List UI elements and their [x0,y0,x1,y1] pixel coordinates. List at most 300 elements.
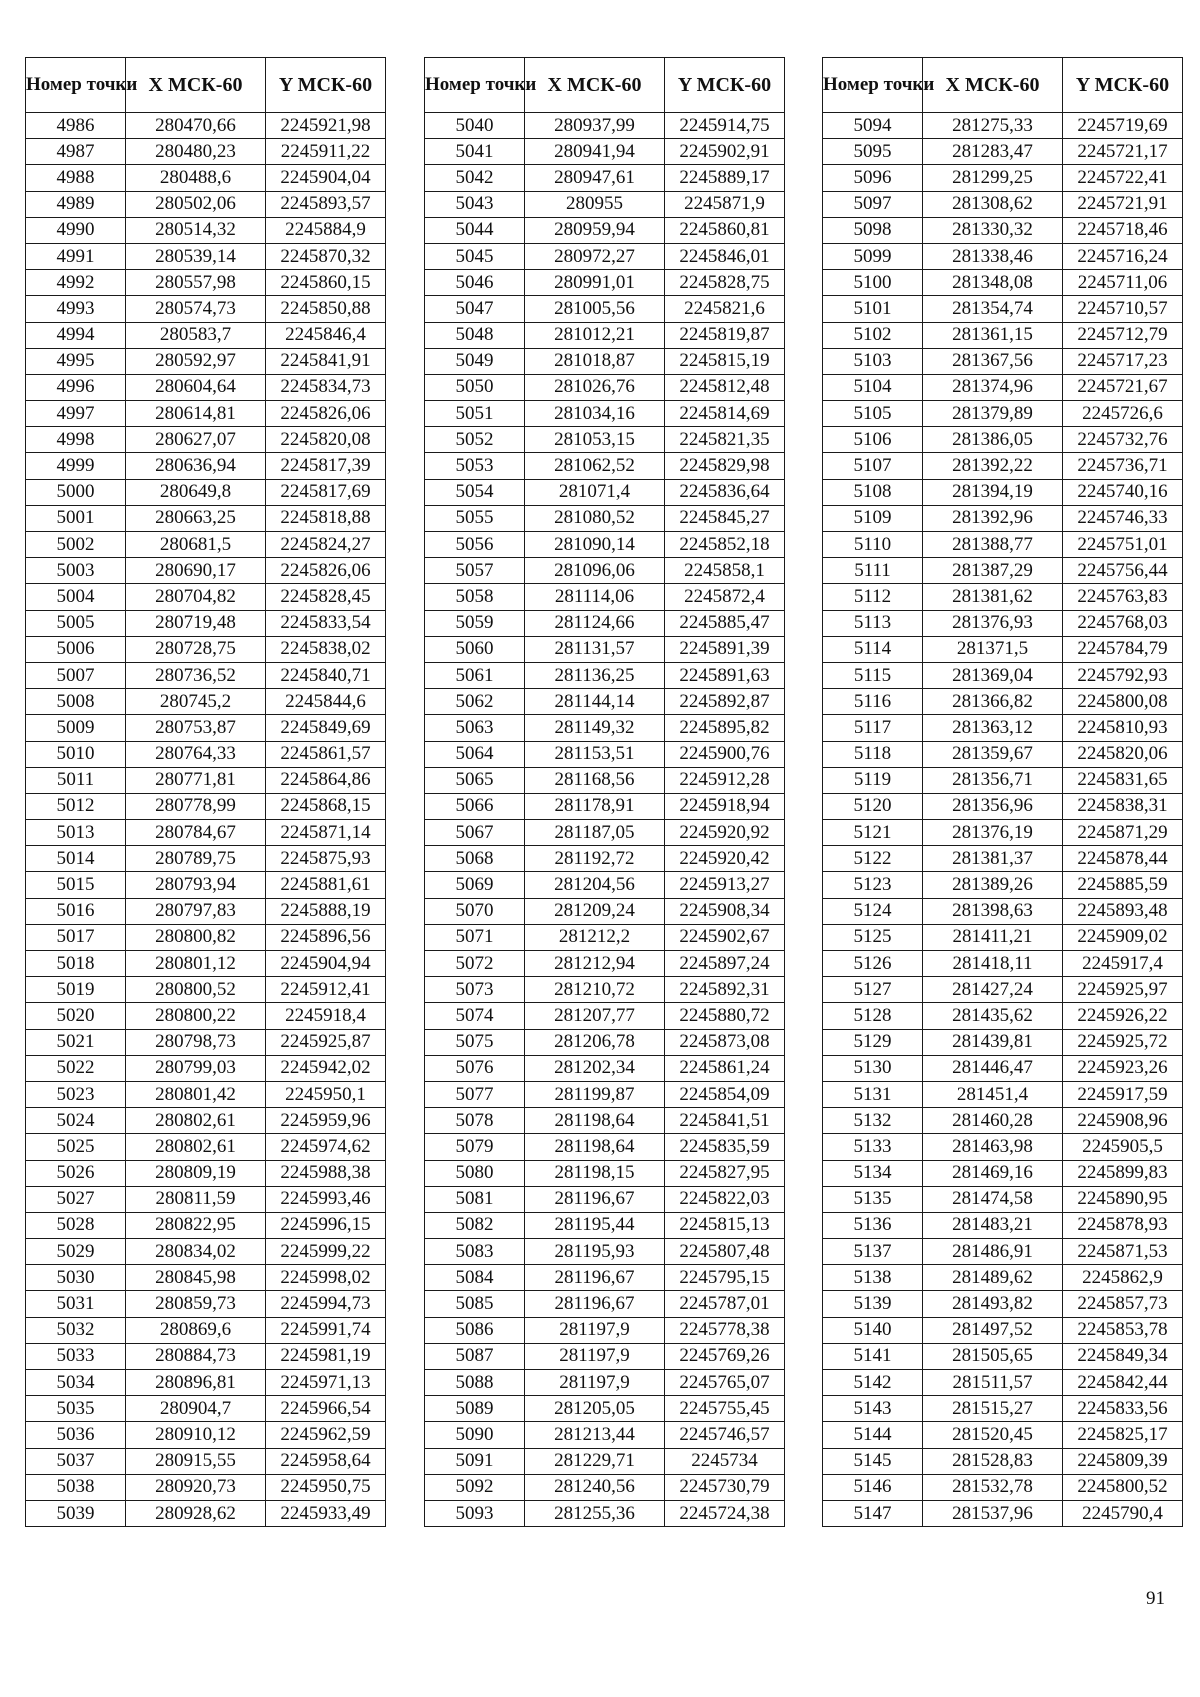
table-row [823,270,1183,296]
table-row [425,636,785,662]
y-coordinate-cell: 2245899,83 [1063,1160,1183,1186]
table-row [26,1474,386,1500]
y-coordinate-cell: 2245721,91 [1063,191,1183,217]
point-number-cell: 4994 [26,322,126,348]
y-coordinate-cell: 2245897,24 [665,951,785,977]
y-coordinate-cell: 2245717,23 [1063,348,1183,374]
y-coordinate-cell: 2245908,96 [1063,1108,1183,1134]
table-row [26,1422,386,1448]
y-coordinate-cell: 2245885,47 [665,610,785,636]
point-number-cell: 5026 [26,1160,126,1186]
point-number-cell: 5125 [823,924,923,950]
point-number-cell: 5043 [425,191,525,217]
point-number-cell: 5103 [823,348,923,374]
point-number-cell: 5050 [425,374,525,400]
y-coordinate-cell: 2245864,86 [266,767,386,793]
point-number-cell: 4998 [26,427,126,453]
point-number-cell: 5127 [823,977,923,1003]
table-row [425,1422,785,1448]
x-coordinate-cell: 280604,64 [126,374,266,400]
table-row [26,872,386,898]
y-coordinate-cell: 2245892,31 [665,977,785,1003]
x-coordinate-cell: 281361,15 [923,322,1063,348]
y-coordinate-cell: 2245710,57 [1063,296,1183,322]
x-coordinate-cell: 281026,76 [525,374,665,400]
x-coordinate-cell: 281418,11 [923,951,1063,977]
x-coordinate-cell: 280778,99 [126,793,266,819]
y-coordinate-cell: 2245821,35 [665,427,785,453]
y-coordinate-cell: 2245885,59 [1063,872,1183,898]
x-coordinate-cell: 280801,42 [126,1081,266,1107]
x-coordinate-cell: 280915,55 [126,1448,266,1474]
y-coordinate-cell: 2245844,6 [266,689,386,715]
x-coordinate-cell: 281283,47 [923,139,1063,165]
y-coordinate-cell: 2245721,17 [1063,139,1183,165]
coordinates-table-1 [25,57,386,1527]
table-row [823,1396,1183,1422]
y-coordinate-cell: 2245878,44 [1063,846,1183,872]
point-number-cell: 5009 [26,715,126,741]
x-coordinate-cell: 281520,45 [923,1422,1063,1448]
x-coordinate-cell: 280972,27 [525,243,665,269]
y-coordinate-cell: 2245846,4 [266,322,386,348]
x-coordinate-cell: 281198,64 [525,1134,665,1160]
x-coordinate-cell: 281367,56 [923,348,1063,374]
table-row [823,453,1183,479]
point-number-cell: 4988 [26,165,126,191]
table-row [425,1212,785,1238]
x-coordinate-cell: 281398,63 [923,898,1063,924]
x-coordinate-cell: 281381,37 [923,846,1063,872]
x-coordinate-cell: 280736,52 [126,662,266,688]
point-number-cell: 4989 [26,191,126,217]
x-coordinate-cell: 280636,94 [126,453,266,479]
x-coordinate-cell: 280991,01 [525,270,665,296]
point-number-cell: 5012 [26,793,126,819]
header-y: Y МСК-60 [665,58,785,113]
header-point-number: Номер точки [425,58,525,113]
x-coordinate-cell: 281144,14 [525,689,665,715]
y-coordinate-cell: 2245751,01 [1063,532,1183,558]
table-row [26,217,386,243]
y-coordinate-cell: 2245933,49 [266,1500,386,1526]
x-coordinate-cell: 280859,73 [126,1291,266,1317]
y-coordinate-cell: 2245959,96 [266,1108,386,1134]
x-coordinate-cell: 281505,65 [923,1343,1063,1369]
x-coordinate-cell: 281411,21 [923,924,1063,950]
point-number-cell: 5097 [823,191,923,217]
point-number-cell: 5018 [26,951,126,977]
y-coordinate-cell: 2245852,18 [665,532,785,558]
table-row [823,401,1183,427]
point-number-cell: 5082 [425,1212,525,1238]
point-number-cell: 5124 [823,898,923,924]
y-coordinate-cell: 2245740,16 [1063,479,1183,505]
y-coordinate-cell: 2245833,54 [266,610,386,636]
table-row [425,505,785,531]
x-coordinate-cell: 281359,67 [923,741,1063,767]
y-coordinate-cell: 2245829,98 [665,453,785,479]
point-number-cell: 5084 [425,1265,525,1291]
table-row [26,1265,386,1291]
y-coordinate-cell: 2245736,71 [1063,453,1183,479]
point-number-cell: 5008 [26,689,126,715]
table-row [425,1003,785,1029]
x-coordinate-cell: 281275,33 [923,113,1063,139]
table-row [425,793,785,819]
table-row [823,610,1183,636]
table-row [26,1500,386,1526]
page-number: 91 [1146,1588,1165,1609]
point-number-cell: 5002 [26,532,126,558]
x-coordinate-cell: 281197,9 [525,1370,665,1396]
x-coordinate-cell: 281136,25 [525,662,665,688]
point-number-cell: 5085 [425,1291,525,1317]
table-row [26,741,386,767]
y-coordinate-cell: 2245884,9 [266,217,386,243]
x-coordinate-cell: 280681,5 [126,532,266,558]
table-row [26,1186,386,1212]
y-coordinate-cell: 2245991,74 [266,1317,386,1343]
point-number-cell: 5060 [425,636,525,662]
x-coordinate-cell: 280811,59 [126,1186,266,1212]
point-number-cell: 5019 [26,977,126,1003]
x-coordinate-cell: 281528,83 [923,1448,1063,1474]
x-coordinate-cell: 280802,61 [126,1108,266,1134]
y-coordinate-cell: 2245826,06 [266,558,386,584]
y-coordinate-cell: 2245996,15 [266,1212,386,1238]
x-coordinate-cell: 280797,83 [126,898,266,924]
point-number-cell: 5136 [823,1212,923,1238]
x-coordinate-cell: 280764,33 [126,741,266,767]
y-coordinate-cell: 2245831,65 [1063,767,1183,793]
point-number-cell: 5114 [823,636,923,662]
table-body [823,113,1183,1527]
y-coordinate-cell: 2245787,01 [665,1291,785,1317]
point-number-cell: 5123 [823,872,923,898]
point-number-cell: 5115 [823,662,923,688]
x-coordinate-cell: 281197,9 [525,1343,665,1369]
table-row [26,793,386,819]
table-row [823,1108,1183,1134]
point-number-cell: 5143 [823,1396,923,1422]
x-coordinate-cell: 281062,52 [525,453,665,479]
point-number-cell: 5141 [823,1343,923,1369]
point-number-cell: 5091 [425,1448,525,1474]
point-number-cell: 4990 [26,217,126,243]
table-row [26,453,386,479]
point-number-cell: 5069 [425,872,525,898]
x-coordinate-cell: 281463,98 [923,1134,1063,1160]
point-number-cell: 5014 [26,846,126,872]
point-number-cell: 5020 [26,1003,126,1029]
point-number-cell: 5054 [425,479,525,505]
table-row [26,296,386,322]
table-row [425,1396,785,1422]
x-coordinate-cell: 281053,15 [525,427,665,453]
x-coordinate-cell: 281207,77 [525,1003,665,1029]
point-number-cell: 5059 [425,610,525,636]
y-coordinate-cell: 2245850,88 [266,296,386,322]
point-number-cell: 5046 [425,270,525,296]
x-coordinate-cell: 280784,67 [126,820,266,846]
table-row [26,977,386,1003]
x-coordinate-cell: 280896,81 [126,1370,266,1396]
table-row [425,1239,785,1265]
y-coordinate-cell: 2245835,59 [665,1134,785,1160]
y-coordinate-cell: 2245871,53 [1063,1239,1183,1265]
x-coordinate-cell: 280539,14 [126,243,266,269]
x-coordinate-cell: 281213,44 [525,1422,665,1448]
table-row [823,1474,1183,1500]
y-coordinate-cell: 2245892,87 [665,689,785,715]
coordinates-table-2 [424,57,785,1527]
x-coordinate-cell: 280592,97 [126,348,266,374]
x-coordinate-cell: 280583,7 [126,322,266,348]
y-coordinate-cell: 2245893,57 [266,191,386,217]
x-coordinate-cell: 281371,5 [923,636,1063,662]
table-row [26,1396,386,1422]
table-row [425,558,785,584]
point-number-cell: 5040 [425,113,525,139]
y-coordinate-cell: 2245765,07 [665,1370,785,1396]
table-row [425,898,785,924]
point-number-cell: 4997 [26,401,126,427]
x-coordinate-cell: 280955 [525,191,665,217]
y-coordinate-cell: 2245734 [665,1448,785,1474]
point-number-cell: 5015 [26,872,126,898]
y-coordinate-cell: 2245942,02 [266,1055,386,1081]
x-coordinate-cell: 281386,05 [923,427,1063,453]
y-coordinate-cell: 2245878,93 [1063,1212,1183,1238]
y-coordinate-cell: 2245904,04 [266,165,386,191]
table-row [26,1134,386,1160]
x-coordinate-cell: 281018,87 [525,348,665,374]
y-coordinate-cell: 2245891,39 [665,636,785,662]
x-coordinate-cell: 281388,77 [923,532,1063,558]
table-row [823,872,1183,898]
x-coordinate-cell: 281168,56 [525,767,665,793]
x-coordinate-cell: 280800,22 [126,1003,266,1029]
x-coordinate-cell: 280514,32 [126,217,266,243]
table-row [823,689,1183,715]
table-row [425,610,785,636]
y-coordinate-cell: 2245925,97 [1063,977,1183,1003]
point-number-cell: 5049 [425,348,525,374]
header-x: X МСК-60 [525,58,665,113]
table-row [425,741,785,767]
y-coordinate-cell: 2245888,19 [266,898,386,924]
point-number-cell: 5128 [823,1003,923,1029]
y-coordinate-cell: 2245818,88 [266,505,386,531]
x-coordinate-cell: 281366,82 [923,689,1063,715]
y-coordinate-cell: 2245834,73 [266,374,386,400]
point-number-cell: 5028 [26,1212,126,1238]
table-row [823,1291,1183,1317]
point-number-cell: 5003 [26,558,126,584]
y-coordinate-cell: 2245921,98 [266,113,386,139]
table-row [823,1370,1183,1396]
x-coordinate-cell: 281197,9 [525,1317,665,1343]
table-row [425,427,785,453]
table-row [823,662,1183,688]
point-number-cell: 5083 [425,1239,525,1265]
x-coordinate-cell: 280947,61 [525,165,665,191]
point-number-cell: 5111 [823,558,923,584]
table-row [26,558,386,584]
x-coordinate-cell: 281537,96 [923,1500,1063,1526]
y-coordinate-cell: 2245911,22 [266,139,386,165]
point-number-cell: 5034 [26,1370,126,1396]
y-coordinate-cell: 2245814,69 [665,401,785,427]
x-coordinate-cell: 281229,71 [525,1448,665,1474]
y-coordinate-cell: 2245826,06 [266,401,386,427]
point-number-cell: 5144 [823,1422,923,1448]
x-coordinate-cell: 281196,67 [525,1291,665,1317]
y-coordinate-cell: 2245913,27 [665,872,785,898]
y-coordinate-cell: 2245838,31 [1063,793,1183,819]
point-number-cell: 5004 [26,584,126,610]
table-row [425,872,785,898]
x-coordinate-cell: 281034,16 [525,401,665,427]
x-coordinate-cell: 281369,04 [923,662,1063,688]
x-coordinate-cell: 281374,96 [923,374,1063,400]
table-row [823,1134,1183,1160]
x-coordinate-cell: 281202,34 [525,1055,665,1081]
table-row [425,1291,785,1317]
point-number-cell: 5061 [425,662,525,688]
table-row [425,1370,785,1396]
x-coordinate-cell: 281354,74 [923,296,1063,322]
y-coordinate-cell: 2245918,94 [665,793,785,819]
point-number-cell: 5025 [26,1134,126,1160]
y-coordinate-cell: 2245849,34 [1063,1343,1183,1369]
table-row [425,270,785,296]
point-number-cell: 5104 [823,374,923,400]
point-number-cell: 5062 [425,689,525,715]
point-number-cell: 5056 [425,532,525,558]
point-number-cell: 5101 [823,296,923,322]
y-coordinate-cell: 2245841,91 [266,348,386,374]
y-coordinate-cell: 2245846,01 [665,243,785,269]
x-coordinate-cell: 280884,73 [126,1343,266,1369]
point-number-cell: 5077 [425,1081,525,1107]
table-row [425,1108,785,1134]
table-row [425,1343,785,1369]
y-coordinate-cell: 2245821,6 [665,296,785,322]
point-number-cell: 5000 [26,479,126,505]
point-number-cell: 5147 [823,1500,923,1526]
y-coordinate-cell: 2245815,19 [665,348,785,374]
y-coordinate-cell: 2245881,61 [266,872,386,898]
y-coordinate-cell: 2245817,39 [266,453,386,479]
x-coordinate-cell: 281493,82 [923,1291,1063,1317]
x-coordinate-cell: 281071,4 [525,479,665,505]
table-row [425,322,785,348]
point-number-cell: 5131 [823,1081,923,1107]
point-number-cell: 5126 [823,951,923,977]
point-number-cell: 5074 [425,1003,525,1029]
point-number-cell: 5096 [823,165,923,191]
point-number-cell: 5045 [425,243,525,269]
table-row [823,1265,1183,1291]
point-number-cell: 5135 [823,1186,923,1212]
x-coordinate-cell: 281299,25 [923,165,1063,191]
y-coordinate-cell: 2245730,79 [665,1474,785,1500]
x-coordinate-cell: 281392,96 [923,505,1063,531]
table-row [823,322,1183,348]
table-row [26,636,386,662]
x-coordinate-cell: 281427,24 [923,977,1063,1003]
table-row [823,217,1183,243]
table-row [26,1212,386,1238]
y-coordinate-cell: 2245891,63 [665,662,785,688]
y-coordinate-cell: 2245845,27 [665,505,785,531]
x-coordinate-cell: 281212,94 [525,951,665,977]
x-coordinate-cell: 281451,4 [923,1081,1063,1107]
point-number-cell: 5132 [823,1108,923,1134]
point-number-cell: 4996 [26,374,126,400]
y-coordinate-cell: 2245726,6 [1063,401,1183,427]
point-number-cell: 5086 [425,1317,525,1343]
x-coordinate-cell: 281195,93 [525,1239,665,1265]
table-row [823,165,1183,191]
table-row [823,793,1183,819]
y-coordinate-cell: 2245800,52 [1063,1474,1183,1500]
point-number-cell: 5090 [425,1422,525,1448]
table-row [26,505,386,531]
y-coordinate-cell: 2245858,1 [665,558,785,584]
y-coordinate-cell: 2245746,57 [665,1422,785,1448]
point-number-cell: 4992 [26,270,126,296]
y-coordinate-cell: 2245893,48 [1063,898,1183,924]
x-coordinate-cell: 280869,6 [126,1317,266,1343]
x-coordinate-cell: 281149,32 [525,715,665,741]
table-row [26,1055,386,1081]
y-coordinate-cell: 2245950,1 [266,1081,386,1107]
x-coordinate-cell: 281240,56 [525,1474,665,1500]
point-number-cell: 5098 [823,217,923,243]
x-coordinate-cell: 280771,81 [126,767,266,793]
point-number-cell: 5052 [425,427,525,453]
x-coordinate-cell: 280928,62 [126,1500,266,1526]
table-row [823,1186,1183,1212]
table-row [26,689,386,715]
y-coordinate-cell: 2245722,41 [1063,165,1183,191]
point-number-cell: 5036 [26,1422,126,1448]
x-coordinate-cell: 280822,95 [126,1212,266,1238]
header-y: Y МСК-60 [266,58,386,113]
table-row [425,1265,785,1291]
table-row [823,348,1183,374]
y-coordinate-cell: 2245854,09 [665,1081,785,1107]
header-y: Y МСК-60 [1063,58,1183,113]
point-number-cell: 5071 [425,924,525,950]
point-number-cell: 5017 [26,924,126,950]
x-coordinate-cell: 281474,58 [923,1186,1063,1212]
x-coordinate-cell: 280690,17 [126,558,266,584]
x-coordinate-cell: 280753,87 [126,715,266,741]
point-number-cell: 5063 [425,715,525,741]
y-coordinate-cell: 2245860,81 [665,217,785,243]
table-row [26,767,386,793]
x-coordinate-cell: 280845,98 [126,1265,266,1291]
point-number-cell: 4993 [26,296,126,322]
y-coordinate-cell: 2245755,45 [665,1396,785,1422]
y-coordinate-cell: 2245746,33 [1063,505,1183,531]
table-row [425,951,785,977]
x-coordinate-cell: 281198,15 [525,1160,665,1186]
